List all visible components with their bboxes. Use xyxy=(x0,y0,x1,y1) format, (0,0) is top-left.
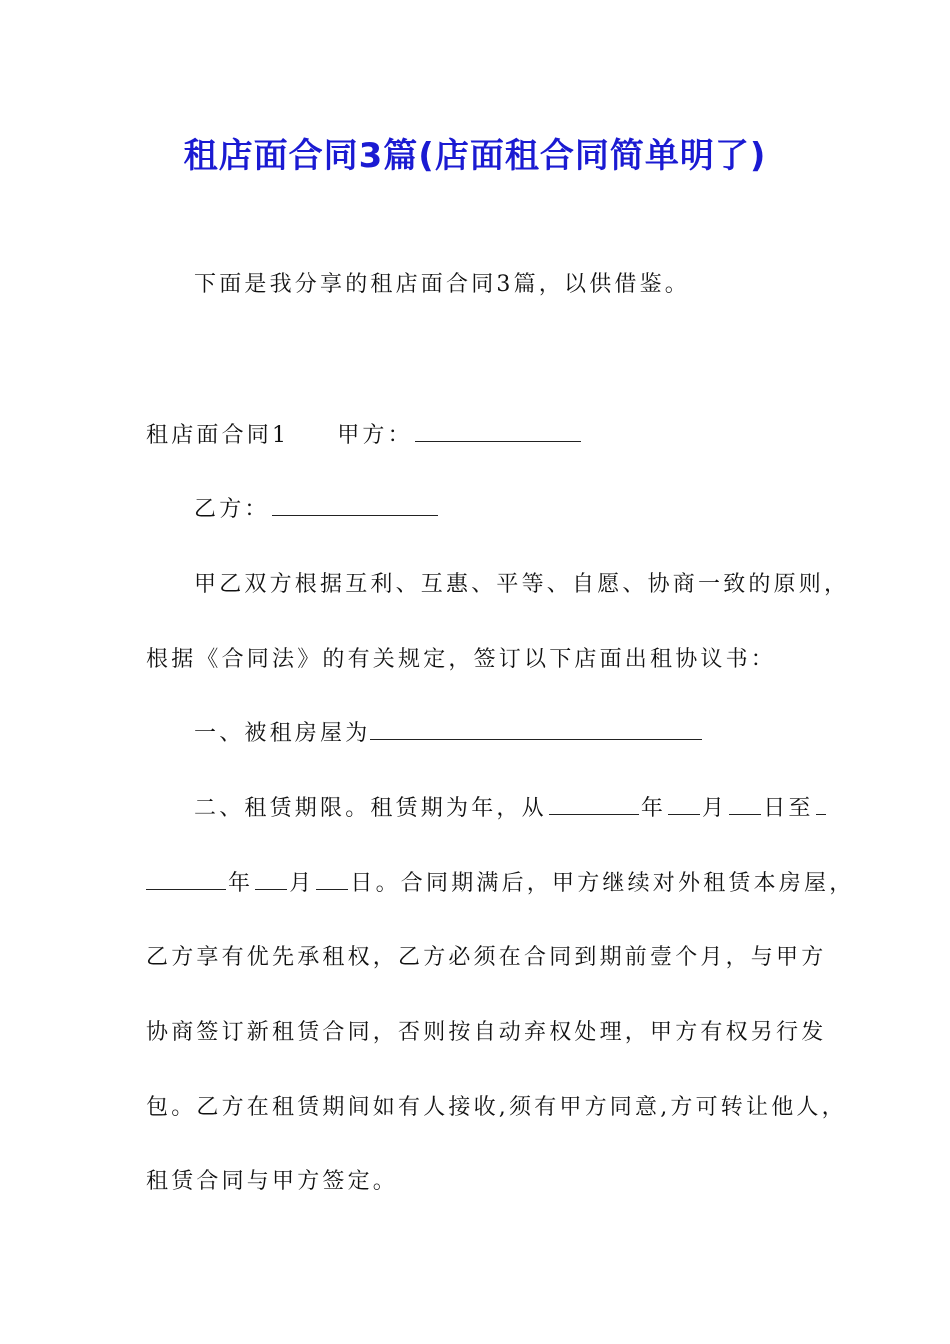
item2-text: 日。合同期满后，甲方继续对外租赁本房屋， xyxy=(350,871,855,896)
item1-line xyxy=(194,719,704,749)
end-month-blank xyxy=(255,869,287,890)
day-label: 日至 xyxy=(763,796,814,821)
day-blank xyxy=(729,794,761,815)
end-year-blank-start xyxy=(816,794,826,815)
party-b-blank xyxy=(272,495,438,516)
premises-blank xyxy=(370,719,702,740)
item2-text: 二、租赁期限。租赁期为年，从 xyxy=(194,796,547,821)
end-year-blank xyxy=(146,869,226,890)
party-a-label: 甲方： xyxy=(337,423,413,448)
paragraph-line: 甲乙双方根据互利、互惠、平等、自愿、协商一致的原则， xyxy=(194,572,850,597)
month-label: 月 xyxy=(289,871,315,896)
end-day-blank xyxy=(316,869,348,890)
item2-line1 xyxy=(194,794,828,824)
item2-line2 xyxy=(146,869,854,899)
paragraph-line: 租赁合同与甲方签定。 xyxy=(146,1169,399,1194)
contract-heading-line xyxy=(146,421,583,451)
document-title: 租店面合同3篇(店面租合同简单明了) xyxy=(183,136,767,176)
paragraph-line: 乙方享有优先承租权，乙方必须在合同到期前壹个月，与甲方 xyxy=(146,945,827,970)
contract-heading: 租店面合同1 xyxy=(146,423,290,448)
paragraph-line: 包。乙方在租赁期间如有人接收,须有甲方同意,方可转让他人， xyxy=(146,1095,847,1120)
year-label: 年 xyxy=(640,796,667,821)
party-b-label: 乙方： xyxy=(194,497,270,522)
item1-label: 一、被租房屋为 xyxy=(194,721,371,746)
party-b-line xyxy=(194,495,440,525)
paragraph-line: 协商签订新租赁合同，否则按自动弃权处理，甲方有权另行发 xyxy=(146,1020,827,1045)
intro-paragraph: 下面是我分享的租店面合同3篇，以供借鉴。 xyxy=(194,272,690,297)
month-label: 月 xyxy=(702,796,728,821)
paragraph-line: 根据《合同法》的有关规定，签订以下店面出租协议书： xyxy=(146,647,777,672)
party-a-blank xyxy=(415,421,581,442)
year-blank xyxy=(549,794,639,815)
year-label: 年 xyxy=(228,871,254,896)
month-blank xyxy=(668,794,700,815)
